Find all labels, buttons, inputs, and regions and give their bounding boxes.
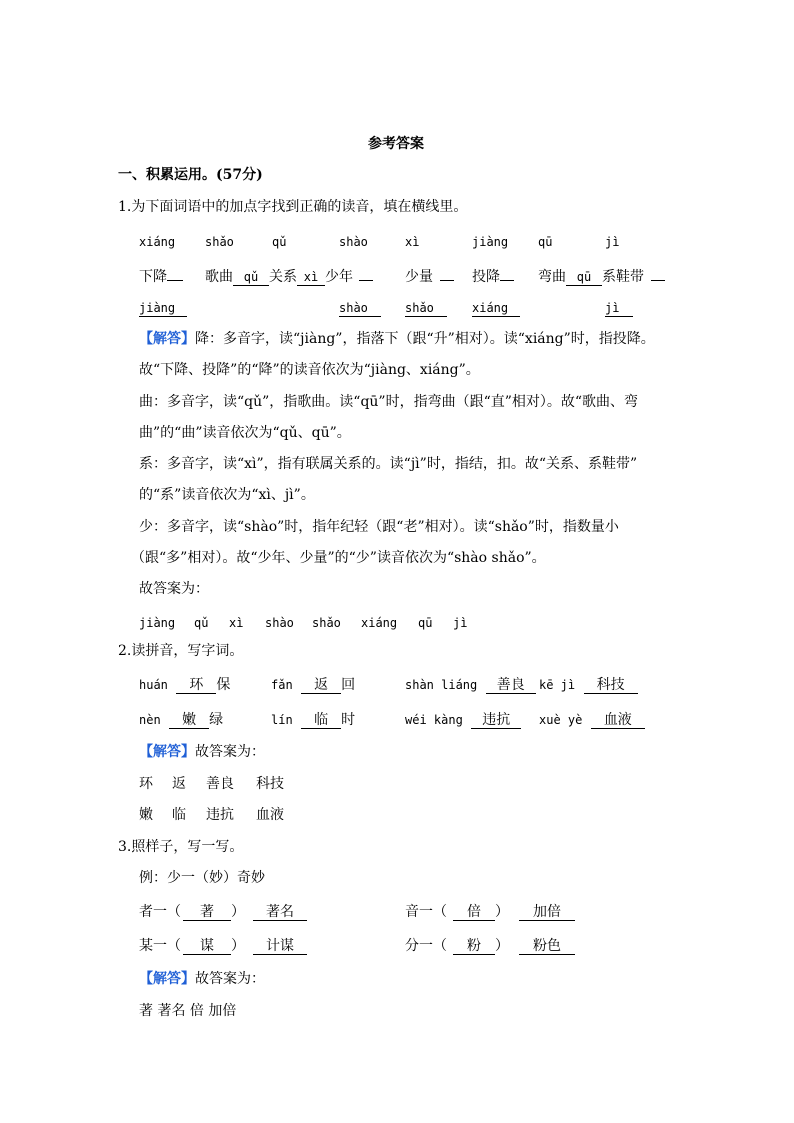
answer-blank <box>359 266 373 281</box>
answer-blank: 违抗 <box>471 712 521 729</box>
answer-item: jì <box>453 616 468 630</box>
answer-line: 著 著名 倍 加倍 <box>139 1003 237 1019</box>
explanation-line: 故“下降、投降”的“降”的读音依次为“jiàng、xiáng”。 <box>139 362 480 378</box>
answer-fill: shào <box>339 300 381 317</box>
question-3-stem: 3.照样子，写一写。 <box>118 839 244 855</box>
answer-blank: 粉色 <box>519 938 575 955</box>
answer-item: 返 <box>172 776 186 792</box>
explanation-line: 曲：多音字，读“qǔ”，指歌曲。读“qū”时，指弯曲（跟“直”相对）。故“歌曲、弯 <box>139 394 639 410</box>
explanation-line: 曲”的“曲”读音依次为“qǔ、qū”。 <box>139 425 351 441</box>
pinyin-option: shào <box>339 235 368 249</box>
answer-blank: 倍 <box>453 904 495 921</box>
pinyin-option: xì <box>405 235 420 249</box>
answer-blank: 血液 <box>591 712 645 729</box>
answer-item: 善良 <box>206 776 234 792</box>
word: 弯曲 <box>538 269 566 285</box>
jieda-label: 【解答】 <box>139 331 195 347</box>
answer-fill: jì <box>605 300 633 317</box>
word-row <box>405 266 454 286</box>
answer-item: 嫩 <box>139 807 153 823</box>
fill-item: 音一（ 倍 ） 加倍 <box>405 903 575 921</box>
fill-item: 者一（ 著 ） 著名 <box>139 903 307 921</box>
pinyin-word-item: nèn 嫩 绿 <box>139 712 224 728</box>
answer-item: 血液 <box>256 807 284 823</box>
answer-blank: 嫩 <box>169 712 209 729</box>
answer-blank: 善良 <box>486 677 536 694</box>
answer-blank: 科技 <box>584 677 638 694</box>
pinyin-word-item: huán 环 保 <box>139 677 231 693</box>
answer-blank: 加倍 <box>519 904 575 921</box>
answer-blank: 返 <box>301 677 341 694</box>
pinyin-option: jì <box>605 235 620 249</box>
answer-blank: 著 <box>183 904 231 921</box>
answer-label: 故答案为： <box>139 581 209 597</box>
answer-item: xiáng <box>361 616 398 630</box>
answer-blank: 临 <box>301 712 341 729</box>
fill-item: 分一（ 粉 ） 粉色 <box>405 937 575 955</box>
word: 关系 <box>269 269 297 285</box>
answer-item: qū <box>418 616 433 630</box>
answer-item: shào <box>265 616 294 630</box>
answer-item: 环 <box>139 776 153 792</box>
answer-item: 临 <box>172 807 186 823</box>
answer-item: 科技 <box>256 776 284 792</box>
pinyin-word-item: wéi kàng 违抗 <box>405 711 521 729</box>
answer-fill: xiáng <box>472 300 520 317</box>
answer-blank <box>500 266 514 281</box>
answer-item: jiàng <box>139 616 176 630</box>
pinyin-option: jiàng <box>472 235 509 249</box>
answer-blank: qū <box>566 269 602 286</box>
pinyin-word-item: shàn liáng 善良 <box>405 676 536 694</box>
word: 少年 <box>325 269 353 285</box>
example-line: 例：少一（妙）奇妙 <box>139 870 265 886</box>
fill-item: 某一（ 谋 ） 计谋 <box>139 937 307 955</box>
answer-blank: 谋 <box>183 938 231 955</box>
answer-item: xì <box>229 616 244 630</box>
question-1-stem: 1.为下面词语中的加点字找到正确的读音，填在横线里。 <box>118 199 468 215</box>
jieda-label: 【解答】 <box>139 971 195 987</box>
word: 投降 <box>472 269 500 285</box>
answer-fill: shǎo <box>405 300 447 317</box>
pinyin-option: xiáng <box>139 235 176 249</box>
word-row <box>139 266 183 286</box>
word: 少量 <box>405 269 433 285</box>
pinyin-word-item: lín 临 时 <box>271 712 356 728</box>
explanation-line: 【解答】故答案为： <box>139 971 265 987</box>
answer-item: shǎo <box>312 616 341 630</box>
explanation-line: 少：多音字，读“shào”时，指年纪轻（跟“老”相对）。读“shǎo”时，指数量小 <box>139 519 619 535</box>
page-title: 参考答案 <box>368 136 424 152</box>
pinyin-word-item: xuè yè 血液 <box>539 711 645 729</box>
explanation-line: （跟“多”相对）。故“少年、少量”的“少”读音依次为“shào shǎo”。 <box>131 550 546 566</box>
answer-blank: 著名 <box>253 904 307 921</box>
pinyin-word-item: kē jì 科技 <box>539 676 638 694</box>
pinyin-option: qǔ <box>272 235 287 249</box>
word-row <box>472 266 514 286</box>
word-row <box>538 266 665 286</box>
explanation-line: 的“系”读音依次为“xì、jì”。 <box>139 487 315 503</box>
question-2-stem: 2.读拼音，写字词。 <box>118 643 244 659</box>
explanation-line: 系：多音字，读“xì”，指有联属关系的。读“jì”时，指结，扣。故“关系、系鞋带” <box>139 456 638 472</box>
answer-blank: 环 <box>176 677 216 694</box>
answer-item: qǔ <box>194 616 209 630</box>
answer-blank <box>167 266 183 281</box>
answer-blank: 粉 <box>453 938 495 955</box>
explanation-line: 【解答】故答案为： <box>139 744 265 760</box>
answer-blank: 计谋 <box>253 938 307 955</box>
answer-blank <box>651 266 665 281</box>
answer-item: 违抗 <box>206 807 234 823</box>
section-heading: 一、积累运用。(57分) <box>118 167 263 183</box>
pinyin-word-item: fǎn 返 回 <box>271 677 356 693</box>
pinyin-option: qū <box>538 235 553 249</box>
answer-blank: xì <box>297 269 325 286</box>
answer-blank <box>440 266 454 281</box>
word: 下降 <box>139 269 167 285</box>
pinyin-option: shǎo <box>205 235 234 249</box>
word: 歌曲 <box>205 269 233 285</box>
explanation-line: 【解答】降：多音字，读“jiàng”，指落下（跟“升”相对）。读“xiáng”时，指投降。 <box>139 331 655 347</box>
word: 系鞋带 <box>602 269 644 285</box>
word-row <box>205 266 373 286</box>
answer-fill: jiàng <box>139 300 187 317</box>
jieda-label: 【解答】 <box>139 744 195 760</box>
answer-blank: qǔ <box>233 269 269 286</box>
